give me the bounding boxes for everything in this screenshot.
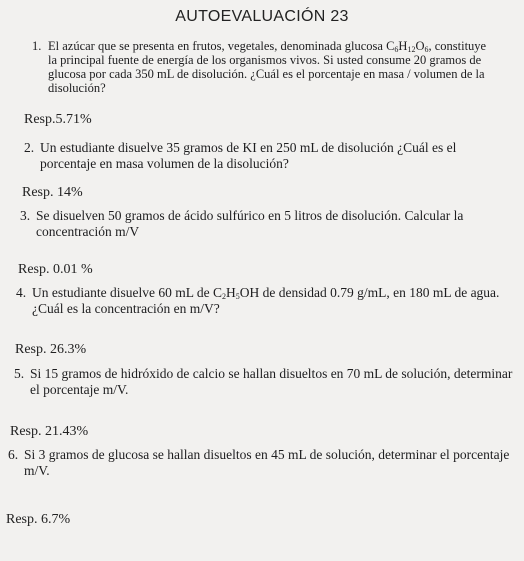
question-6 (8, 447, 520, 479)
question-text (16, 285, 506, 317)
formula-subscript: 12 (407, 45, 416, 54)
question-2 (24, 140, 494, 172)
question-text-after: constituye la principal fuente de energía de los organismos vivos. Si usted consume 20 gramos de glucosa por cada 350 mL de disolución. ¿Cuál es el porcentaje en masa / volumen de la disolución? (48, 39, 487, 95)
question-number: 6. (8, 447, 19, 462)
question-text-after: de densidad 0.79 g/mL, en 180 mL de agua. ¿Cuál es la concentración en m/V? (32, 285, 500, 316)
formula-subscript: 2 (221, 292, 226, 301)
question-text (32, 39, 494, 95)
formula-subscript: 5 (235, 292, 240, 301)
page-title: AUTOEVALUACIÓN 23 (175, 8, 349, 25)
formula-subscript: 6 (424, 45, 429, 54)
formula-element: OH (239, 285, 260, 300)
question-text-before: Un estudiante disuelve 60 mL de (32, 285, 213, 300)
question-number: 4. (16, 285, 27, 300)
question-number: 1. (32, 39, 42, 53)
formula-punctuation: , (428, 39, 432, 53)
formula-element: H (225, 285, 236, 300)
question-text-before: El azúcar que se presenta en frutos, vegetales, denominada glucosa (48, 39, 387, 53)
question-3 (20, 208, 494, 240)
chemical-formula (213, 285, 259, 300)
answer-6: Resp. 6.7% (6, 512, 71, 527)
question-text: Si 15 gramos de hidróxido de calcio se hallan disueltos en 70 mL de solución, determinar el porcentaje m/V. (30, 366, 513, 397)
question-text: Se disuelven 50 gramos de ácido sulfúrico en 5 litros de disolución. Calcular la concentración m/V (36, 208, 464, 239)
formula-element: C (212, 285, 222, 300)
formula-element: H (398, 39, 408, 53)
question-1 (32, 39, 494, 95)
chemical-formula (386, 39, 432, 53)
formula-element: C (386, 39, 395, 53)
answer-3: Resp. 0.01 % (18, 262, 93, 277)
question-5 (14, 366, 514, 398)
question-4 (16, 285, 506, 317)
question-number: 3. (20, 208, 31, 223)
question-number: 5. (14, 366, 25, 381)
answer-2: Resp. 14% (22, 185, 83, 200)
question-text: Un estudiante disuelve 35 gramos de KI en 250 mL de disolución ¿Cuál es el porcentaje en masa volumen de la disolución? (40, 140, 457, 171)
question-number: 2. (24, 140, 35, 155)
answer-1: Resp.5.71% (24, 112, 92, 127)
formula-subscript: 6 (394, 45, 399, 54)
answer-4: Resp. 26.3% (15, 342, 87, 357)
answer-5: Resp. 21.43% (10, 424, 89, 439)
question-text: Si 3 gramos de glucosa se hallan disueltos en 45 mL de solución, determinar el porcentaje m/V. (24, 447, 510, 478)
formula-element: O (415, 39, 425, 53)
